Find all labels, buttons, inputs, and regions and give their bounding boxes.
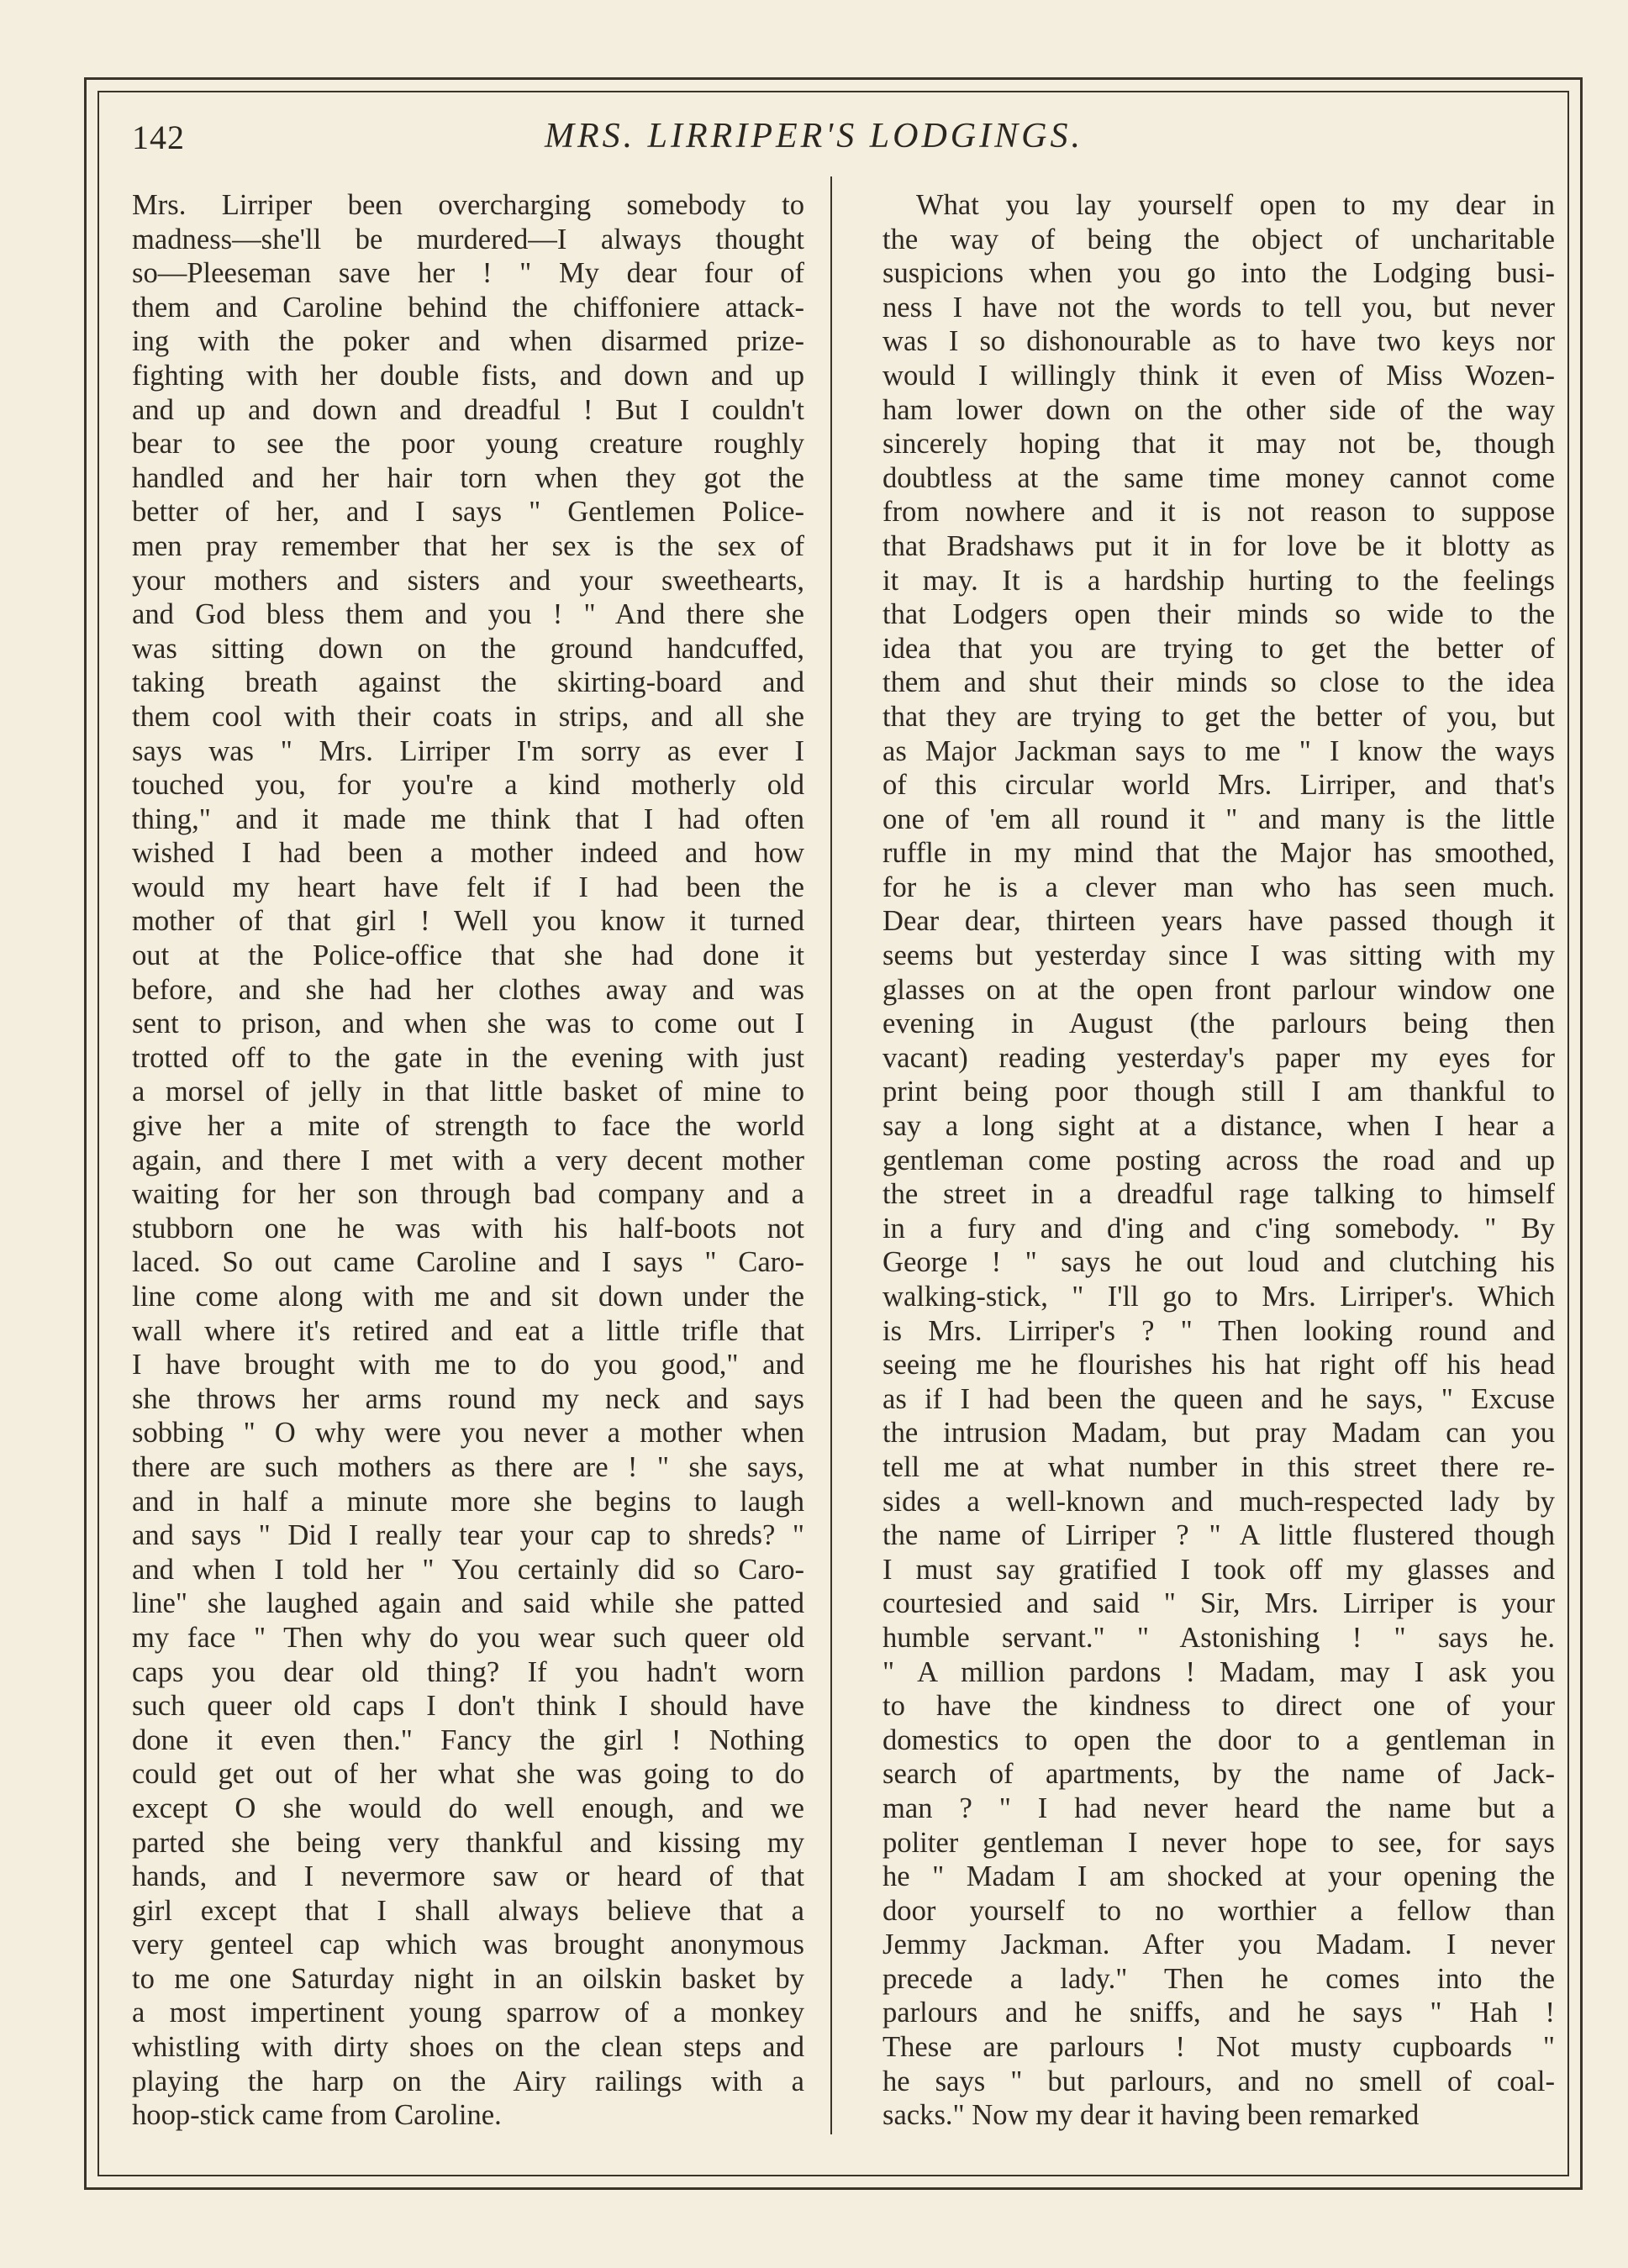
text-line: the intrusion Madam, but pray Madam can you xyxy=(882,1417,1555,1450)
text-line: in a fury and d'ing and c'ing somebody. " By xyxy=(882,1212,1555,1245)
text-line: stubborn one he was with his half-boots not xyxy=(132,1212,804,1245)
text-line: and when I told her " You certainly did so Caro- xyxy=(132,1553,804,1586)
text-line: before, and she had her clothes away and was xyxy=(132,973,804,1006)
column-divider xyxy=(830,176,832,2134)
text-line: wished I had been a mother indeed and how xyxy=(132,837,804,870)
text-line: there are such mothers as there are ! " she says, xyxy=(132,1450,804,1483)
text-line: was I so dishonourable as to have two keys nor xyxy=(882,325,1555,358)
text-line: madness—she'll be murdered—I always thought xyxy=(132,223,804,255)
text-line: your mothers and sisters and your sweethearts, xyxy=(132,564,804,597)
text-line: suspicions when you go into the Lodging busi- xyxy=(882,257,1555,290)
text-line: a most impertinent young sparrow of a monkey xyxy=(132,1997,804,2029)
text-line: as Major Jackman says to me " I know the ways xyxy=(882,734,1555,767)
text-line: so—Pleeseman save her ! " My dear four of xyxy=(132,257,804,290)
text-line: would my heart have felt if I had been the xyxy=(132,871,804,903)
text-line: to have the kindness to direct one of your xyxy=(882,1690,1555,1723)
text-line: " A million pardons ! Madam, may I ask you xyxy=(882,1655,1555,1688)
text-line: seems but yesterday since I was sitting with my xyxy=(882,939,1555,972)
text-line: very genteel cap which was brought anonymous xyxy=(132,1929,804,1961)
text-line: search of apartments, by the name of Jack- xyxy=(882,1758,1555,1791)
text-line: men pray remember that her sex is the sex of xyxy=(132,529,804,562)
text-line: out at the Police-office that she had done it xyxy=(132,939,804,972)
text-line: seeing me he flourishes his hat right off his head xyxy=(882,1349,1555,1381)
right-column xyxy=(882,188,1555,2133)
text-line: doubtless at the same time money cannot come xyxy=(882,461,1555,494)
text-line: bear to see the poor young creature roughly xyxy=(132,428,804,460)
text-line: parted she being very thankful and kissing my xyxy=(132,1826,804,1859)
text-line: she throws her arms round my neck and says xyxy=(132,1382,804,1415)
text-line: walking-stick, " I'll go to Mrs. Lirriper's. Which xyxy=(882,1281,1555,1313)
text-line: I must say gratified I took off my glasses and xyxy=(882,1553,1555,1586)
text-line: it may. It is a hardship hurting to the feelings xyxy=(882,564,1555,597)
text-line: and up and down and dreadful ! But I couldn't xyxy=(132,393,804,426)
text-line: says was " Mrs. Lirriper I'm sorry as ever I xyxy=(132,734,804,767)
text-line: sides a well-known and much-respected lady by xyxy=(882,1485,1555,1518)
text-line: could get out of her what she was going to do xyxy=(132,1758,804,1791)
text-line: better of her, and I says " Gentlemen Police- xyxy=(132,496,804,529)
text-line: whistling with dirty shoes on the clean steps and xyxy=(132,2031,804,2064)
text-line: from nowhere and it is not reason to suppose xyxy=(882,496,1555,529)
text-line: courtesied and said " Sir, Mrs. Lirriper is your xyxy=(882,1587,1555,1620)
text-line: trotted off to the gate in the evening with just xyxy=(132,1041,804,1074)
text-line: that Bradshaws put it in for love be it blotty as xyxy=(882,529,1555,562)
text-line: ing with the poker and when disarmed prize- xyxy=(132,325,804,358)
text-line: ness I have not the words to tell you, but never xyxy=(882,291,1555,324)
text-line: George ! " says he out loud and clutching his xyxy=(882,1246,1555,1279)
text-line: sobbing " O why were you never a mother when xyxy=(132,1417,804,1450)
text-line: he says " but parlours, and no smell of coal- xyxy=(882,2065,1555,2097)
text-line: tell me at what number in this street there re- xyxy=(882,1450,1555,1483)
text-line: waiting for her son through bad company and a xyxy=(132,1178,804,1211)
left-column xyxy=(132,188,804,2133)
text-line: them and shut their minds so close to the idea xyxy=(882,666,1555,699)
text-line: and God bless them and you ! " And there she xyxy=(132,598,804,631)
text-line: say a long sight at a distance, when I hear a xyxy=(882,1110,1555,1143)
running-head: MRS. LIRRIPER'S LODGINGS. xyxy=(545,117,1083,155)
text-line: handled and her hair torn when they got the xyxy=(132,461,804,494)
text-line: again, and there I met with a very decent mother xyxy=(132,1144,804,1176)
text-line: girl except that I shall always believe that a xyxy=(132,1894,804,1927)
text-line: I have brought with me to do you good," and xyxy=(132,1349,804,1381)
text-line: a morsel of jelly in that little basket of mine to xyxy=(132,1076,804,1108)
text-line: glasses on at the open front parlour window one xyxy=(882,973,1555,1006)
text-line: for he is a clever man who has seen much. xyxy=(882,871,1555,903)
text-line: would I willingly think it even of Miss Wozen- xyxy=(882,359,1555,392)
text-line: is Mrs. Lirriper's ? " Then looking round and xyxy=(882,1314,1555,1347)
text-line: and in half a minute more she begins to laugh xyxy=(132,1485,804,1518)
text-line: Dear dear, thirteen years have passed though it xyxy=(882,905,1555,938)
text-line: sincerely hoping that it may not be, though xyxy=(882,428,1555,460)
text-line: as if I had been the queen and he says, " Excuse xyxy=(882,1382,1555,1415)
text-line: door yourself to no worthier a fellow than xyxy=(882,1894,1555,1927)
text-line: them and Caroline behind the chiffoniere attack- xyxy=(132,291,804,324)
text-line: Jemmy Jackman. After you Madam. I never xyxy=(882,1929,1555,1961)
text-line: except O she would do well enough, and we xyxy=(132,1792,804,1824)
text-line: of this circular world Mrs. Lirriper, and that's xyxy=(882,769,1555,802)
text-line: ham lower down on the other side of the way xyxy=(882,393,1555,426)
text-line: such queer old caps I don't think I should have xyxy=(132,1690,804,1723)
text-line: gentleman come posting across the road and up xyxy=(882,1144,1555,1176)
text-line: wall where it's retired and eat a little trifle that xyxy=(132,1314,804,1347)
text-line: ruffle in my mind that the Major has smoothed, xyxy=(882,837,1555,870)
text-line: he " Madam I am shocked at your opening the xyxy=(882,1860,1555,1893)
text-line: politer gentleman I never hope to see, for says xyxy=(882,1826,1555,1859)
text-line: the name of Lirriper ? " A little flustered though xyxy=(882,1519,1555,1552)
text-line: evening in August (the parlours being then xyxy=(882,1008,1555,1040)
text-line: fighting with her double fists, and down and up xyxy=(132,359,804,392)
text-line: my face " Then why do you wear such queer old xyxy=(132,1621,804,1654)
text-line: the street in a dreadful rage talking to himself xyxy=(882,1178,1555,1211)
text-line: one of 'em all round it " and many is the little xyxy=(882,802,1555,835)
text-line: idea that you are trying to get the better of xyxy=(882,632,1555,665)
text-line: give her a mite of strength to face the world xyxy=(132,1110,804,1143)
text-line: precede a lady." Then he comes into the xyxy=(882,1962,1555,1995)
text-line: playing the harp on the Airy railings with a xyxy=(132,2065,804,2097)
text-line: done it even then." Fancy the girl ! Nothing xyxy=(132,1723,804,1756)
text-line: mother of that girl ! Well you know it turned xyxy=(132,905,804,938)
text-line: humble servant." " Astonishing ! " says he. xyxy=(882,1621,1555,1654)
text-line: Mrs. Lirriper been overcharging somebody to xyxy=(132,189,804,221)
text-line: hoop-stick came from Caroline. xyxy=(132,2099,502,2132)
text-line: man ? " I had never heard the name but a xyxy=(882,1792,1555,1824)
text-line: line" she laughed again and said while she patted xyxy=(132,1587,804,1620)
text-line: hands, and I nevermore saw or heard of that xyxy=(132,1860,804,1893)
text-line: print being poor though still I am thankful to xyxy=(882,1076,1555,1108)
text-line: line come along with me and sit down under the xyxy=(132,1281,804,1313)
page-number: 142 xyxy=(132,118,185,156)
text-line: caps you dear old thing? If you hadn't worn xyxy=(132,1655,804,1688)
text-line: vacant) reading yesterday's paper my eyes for xyxy=(882,1041,1555,1074)
text-line: and says " Did I really tear your cap to shreds? " xyxy=(132,1519,804,1552)
text-line: taking breath against the skirting-board and xyxy=(132,666,804,699)
text-line: that Lodgers open their minds so wide to the xyxy=(882,598,1555,631)
text-line: sent to prison, and when she was to come out I xyxy=(132,1008,804,1040)
text-line: laced. So out came Caroline and I says " Caro- xyxy=(132,1246,804,1279)
text-line: parlours and he sniffs, and he says " Hah ! xyxy=(882,1997,1555,2029)
text-line: sacks." Now my dear it having been remarked xyxy=(882,2099,1420,2132)
text-line: These are parlours ! Not musty cupboards " xyxy=(882,2031,1555,2064)
text-line: them cool with their coats in strips, and all she xyxy=(132,700,804,733)
text-line: the way of being the object of uncharitable xyxy=(882,223,1555,255)
text-line: domestics to open the door to a gentleman in xyxy=(882,1723,1555,1756)
text-line: that they are trying to get the better of you, but xyxy=(882,700,1555,733)
text-line: to me one Saturday night in an oilskin basket by xyxy=(132,1962,804,1995)
text-line: thing," and it made me think that I had often xyxy=(132,802,804,835)
text-line: What you lay yourself open to my dear in xyxy=(916,189,1555,221)
text-line: touched you, for you're a kind motherly old xyxy=(132,769,804,802)
text-line: was sitting down on the ground handcuffed, xyxy=(132,632,804,665)
